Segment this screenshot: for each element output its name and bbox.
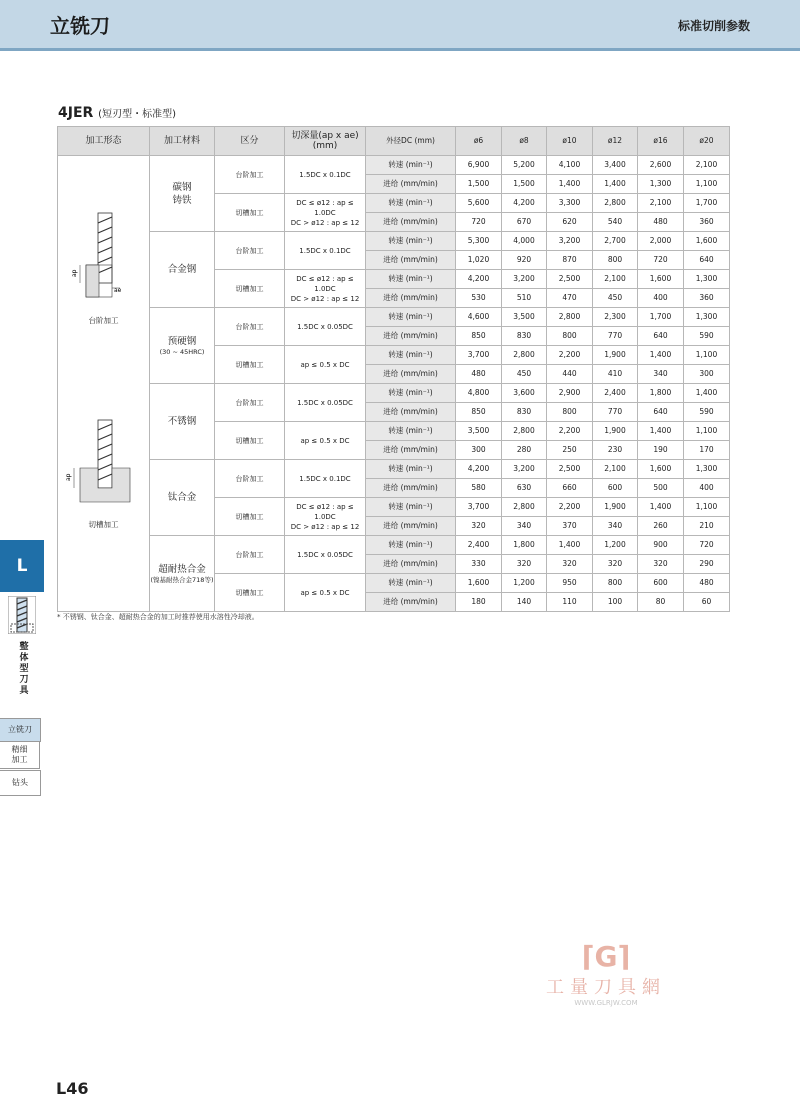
speed-value-cell: 720 [684,536,730,555]
section-cell: 台阶加工 [215,232,285,270]
speed-value-cell: 1,600 [638,270,684,289]
speed-value-cell: 1,200 [593,536,638,555]
feed-value-cell: 340 [593,517,638,536]
speed-value-cell: 1,400 [638,346,684,365]
material-name: 钛合金 [167,492,197,503]
speed-value-cell: 1,300 [684,270,730,289]
slot-caption: 切槽加工 [88,520,119,529]
section-cell: 切槽加工 [215,194,285,232]
feed-value-cell: 660 [547,479,593,498]
material-note: (30 ~ 45HRC) [159,348,205,356]
feed-value-cell: 170 [684,441,730,460]
speed-value-cell: 3,300 [547,194,593,213]
speed-value-cell: 1,600 [638,460,684,479]
section-cell: 切槽加工 [215,574,285,612]
param-speed-label: 转速 (min⁻¹) [366,422,456,441]
slot-milling-icon [58,418,150,518]
speed-value-cell: 6,900 [456,156,502,175]
nav-fine-machining[interactable]: 精细 加工 [0,741,40,769]
feed-value-cell: 870 [547,251,593,270]
speed-value-cell: 950 [547,574,593,593]
feed-value-cell: 450 [502,365,547,384]
speed-value-cell: 2,100 [684,156,730,175]
speed-value-cell: 1,100 [684,422,730,441]
feed-value-cell: 620 [547,213,593,232]
speed-value-cell: 3,200 [502,270,547,289]
page-number: L46 [56,1079,89,1098]
speed-value-cell: 2,400 [593,384,638,403]
material-name: 预硬钢 [167,336,197,347]
depth-cell: 1.5DC x 0.1DC [285,156,366,194]
section-cell: 台阶加工 [215,460,285,498]
depth-cell: 1.5DC x 0.05DC [285,384,366,422]
material-cell [150,232,215,308]
speed-value-cell: 2,100 [593,460,638,479]
param-speed-label: 转速 (min⁻¹) [366,384,456,403]
speed-value-cell: 3,200 [547,232,593,251]
speed-value-cell: 2,200 [547,346,593,365]
feed-value-cell: 530 [456,289,502,308]
param-feed-label: 进给 (mm/min) [366,289,456,308]
model-name: 4JER [58,105,94,121]
material-cell [150,308,215,384]
section-cell: 切槽加工 [215,346,285,384]
speed-value-cell: 2,800 [593,194,638,213]
feed-value-cell: 440 [547,365,593,384]
svg-text:ae: ae [114,287,122,294]
speed-value-cell: 1,700 [684,194,730,213]
param-speed-label: 转速 (min⁻¹) [366,270,456,289]
speed-value-cell: 1,100 [684,498,730,517]
watermark-logo-icon: ⌈G⌉ [581,940,631,973]
svg-text:ap: ap [65,473,72,481]
feed-value-cell: 1,400 [593,175,638,194]
feed-value-cell: 800 [547,403,593,422]
speed-value-cell: 1,400 [547,536,593,555]
speed-value-cell: 2,400 [456,536,502,555]
section-cell: 台阶加工 [215,536,285,574]
feed-value-cell: 510 [502,289,547,308]
feed-value-cell: 290 [684,555,730,574]
feed-value-cell: 540 [593,213,638,232]
speed-value-cell: 4,000 [502,232,547,251]
speed-value-cell: 3,600 [502,384,547,403]
feed-value-cell: 300 [456,441,502,460]
feed-value-cell: 480 [638,213,684,232]
depth-cell: DC ≤ ø12 : ap ≤ 1.0DC DC > ø12 : ap ≤ 12 [285,270,366,308]
feed-value-cell: 280 [502,441,547,460]
feed-value-cell: 210 [684,517,730,536]
cutting-parameter-table [57,126,730,612]
speed-value-cell: 1,600 [456,574,502,593]
param-feed-label: 进给 (mm/min) [366,213,456,232]
feed-value-cell: 450 [593,289,638,308]
speed-value-cell: 600 [638,574,684,593]
table-row [58,460,730,479]
param-speed-label: 转速 (min⁻¹) [366,232,456,251]
feed-value-cell: 340 [502,517,547,536]
material-cell [150,384,215,460]
header-material: 加工材料 [150,127,215,156]
speed-value-cell: 1,800 [502,536,547,555]
table-row [58,232,730,251]
watermark [536,940,676,1007]
feed-value-cell: 190 [638,441,684,460]
feed-value-cell: 590 [684,403,730,422]
speed-value-cell: 2,100 [638,194,684,213]
speed-value-cell: 4,200 [456,270,502,289]
feed-value-cell: 800 [547,327,593,346]
depth-cell: ap ≤ 0.5 x DC [285,574,366,612]
feed-value-cell: 60 [684,593,730,612]
speed-value-cell: 1,100 [684,346,730,365]
shoulder-caption: 台阶加工 [88,316,119,325]
depth-cell: ap ≤ 0.5 x DC [285,422,366,460]
feed-value-cell: 830 [502,403,547,422]
speed-value-cell: 4,600 [456,308,502,327]
param-feed-label: 进给 (mm/min) [366,479,456,498]
speed-value-cell: 1,300 [684,308,730,327]
speed-value-cell: 2,500 [547,270,593,289]
speed-value-cell: 4,200 [456,460,502,479]
speed-value-cell: 2,900 [547,384,593,403]
depth-cell: 1.5DC x 0.1DC [285,232,366,270]
material-name: 超耐热合金 [158,564,206,575]
speed-value-cell: 1,200 [502,574,547,593]
feed-value-cell: 1,020 [456,251,502,270]
table-header-row [58,127,730,156]
feed-value-cell: 600 [593,479,638,498]
header-diameter: ø20 [684,127,730,156]
table-row [58,308,730,327]
speed-value-cell: 5,600 [456,194,502,213]
footnote: * 不锈钢、钛合金、超耐热合金的加工时推荐使用水溶性冷却液。 [57,613,259,621]
speed-value-cell: 900 [638,536,684,555]
feed-value-cell: 370 [547,517,593,536]
feed-value-cell: 1,500 [456,175,502,194]
feed-value-cell: 400 [684,479,730,498]
material-name: 合金钢 [167,264,197,275]
depth-cell: 1.5DC x 0.05DC [285,536,366,574]
section-cell: 台阶加工 [215,156,285,194]
feed-value-cell: 1,500 [502,175,547,194]
speed-value-cell: 2,800 [502,422,547,441]
header-diameter: ø10 [547,127,593,156]
machining-shape-illustrations [58,156,150,612]
section-tab-l[interactable]: L [0,540,44,592]
header-dc: 外径DC (mm) [366,127,456,156]
param-feed-label: 进给 (mm/min) [366,365,456,384]
feed-value-cell: 580 [456,479,502,498]
feed-value-cell: 180 [456,593,502,612]
speed-value-cell: 1,700 [638,308,684,327]
feed-value-cell: 500 [638,479,684,498]
feed-value-cell: 300 [684,365,730,384]
model-title [58,105,176,121]
feed-value-cell: 640 [638,403,684,422]
feed-value-cell: 630 [502,479,547,498]
speed-value-cell: 1,400 [638,498,684,517]
param-speed-label: 转速 (min⁻¹) [366,536,456,555]
material-name: 碳钢 铸铁 [172,181,192,206]
speed-value-cell: 2,000 [638,232,684,251]
feed-value-cell: 770 [593,327,638,346]
model-type: (短刃型・标准型) [98,109,176,120]
feed-value-cell: 1,100 [684,175,730,194]
feed-value-cell: 140 [502,593,547,612]
param-feed-label: 进给 (mm/min) [366,327,456,346]
speed-value-cell: 1,400 [684,384,730,403]
feed-value-cell: 110 [547,593,593,612]
feed-value-cell: 360 [684,289,730,308]
speed-value-cell: 2,200 [547,498,593,517]
param-speed-label: 转速 (min⁻¹) [366,498,456,517]
feed-value-cell: 720 [456,213,502,232]
speed-value-cell: 5,200 [502,156,547,175]
speed-value-cell: 3,500 [456,422,502,441]
feed-value-cell: 720 [638,251,684,270]
speed-value-cell: 1,400 [638,422,684,441]
speed-value-cell: 2,100 [593,270,638,289]
header-diameter: ø8 [502,127,547,156]
watermark-name: 工量刀具網 [546,977,666,998]
feed-value-cell: 1,400 [547,175,593,194]
feed-value-cell: 830 [502,327,547,346]
param-speed-label: 转速 (min⁻¹) [366,460,456,479]
speed-value-cell: 2,800 [502,498,547,517]
param-speed-label: 转速 (min⁻¹) [366,308,456,327]
material-cell [150,460,215,536]
feed-value-cell: 480 [456,365,502,384]
feed-value-cell: 250 [547,441,593,460]
material-cell [150,536,215,612]
header-diameter: ø6 [456,127,502,156]
speed-value-cell: 3,700 [456,498,502,517]
speed-value-cell: 4,200 [502,194,547,213]
feed-value-cell: 850 [456,403,502,422]
header-diameter: ø16 [638,127,684,156]
material-note: (镍基耐热合金718等) [150,576,214,584]
svg-text:ap: ap [71,269,78,277]
header-depth: 切深量(ap x ae) (mm) [285,127,366,156]
speed-value-cell: 1,900 [593,346,638,365]
end-mill-icon [8,596,36,634]
header-shape: 加工形态 [58,127,150,156]
watermark-url: WWW.GLRJW.COM [574,999,638,1007]
page-title: 立铣刀 [50,14,110,38]
speed-value-cell: 4,800 [456,384,502,403]
section-cell: 切槽加工 [215,422,285,460]
speed-value-cell: 1,900 [593,422,638,441]
section-cell: 切槽加工 [215,270,285,308]
feed-value-cell: 340 [638,365,684,384]
speed-value-cell: 1,900 [593,498,638,517]
feed-value-cell: 260 [638,517,684,536]
feed-value-cell: 640 [638,327,684,346]
speed-value-cell: 480 [684,574,730,593]
feed-value-cell: 80 [638,593,684,612]
feed-value-cell: 470 [547,289,593,308]
depth-cell: 1.5DC x 0.1DC [285,460,366,498]
page-subtitle: 标准切削参数 [677,19,750,33]
param-speed-label: 转速 (min⁻¹) [366,346,456,365]
section-cell: 台阶加工 [215,384,285,422]
speed-value-cell: 1,800 [638,384,684,403]
speed-value-cell: 3,200 [502,460,547,479]
material-name: 不锈钢 [167,416,197,427]
feed-value-cell: 850 [456,327,502,346]
speed-value-cell: 1,300 [684,460,730,479]
shoulder-illustration [58,208,149,328]
feed-value-cell: 320 [456,517,502,536]
slot-illustration [58,418,149,538]
feed-value-cell: 320 [502,555,547,574]
depth-cell: 1.5DC x 0.05DC [285,308,366,346]
param-speed-label: 转速 (min⁻¹) [366,156,456,175]
feed-value-cell: 320 [547,555,593,574]
param-feed-label: 进给 (mm/min) [366,517,456,536]
feed-value-cell: 330 [456,555,502,574]
depth-cell: ap ≤ 0.5 x DC [285,346,366,384]
section-cell: 切槽加工 [215,498,285,536]
speed-value-cell: 3,500 [502,308,547,327]
param-feed-label: 进给 (mm/min) [366,403,456,422]
feed-value-cell: 590 [684,327,730,346]
feed-value-cell: 920 [502,251,547,270]
table-row [58,156,730,175]
param-feed-label: 进给 (mm/min) [366,175,456,194]
speed-value-cell: 2,800 [547,308,593,327]
speed-value-cell: 800 [593,574,638,593]
depth-cell: DC ≤ ø12 : ap ≤ 1.0DC DC > ø12 : ap ≤ 12 [285,498,366,536]
speed-value-cell: 2,300 [593,308,638,327]
speed-value-cell: 5,300 [456,232,502,251]
depth-cell: DC ≤ ø12 : ap ≤ 1.0DC DC > ø12 : ap ≤ 12 [285,194,366,232]
speed-value-cell: 2,700 [593,232,638,251]
speed-value-cell: 3,400 [593,156,638,175]
speed-value-cell: 2,600 [638,156,684,175]
speed-value-cell: 4,100 [547,156,593,175]
param-speed-label: 转速 (min⁻¹) [366,194,456,213]
table-row [58,384,730,403]
param-speed-label: 转速 (min⁻¹) [366,574,456,593]
category-label: 整体型刀具 [19,642,29,696]
section-cell: 台阶加工 [215,308,285,346]
feed-value-cell: 400 [638,289,684,308]
table-row [58,536,730,555]
feed-value-cell: 320 [638,555,684,574]
param-feed-label: 进给 (mm/min) [366,441,456,460]
param-feed-label: 进给 (mm/min) [366,555,456,574]
speed-value-cell: 2,500 [547,460,593,479]
param-feed-label: 进给 (mm/min) [366,593,456,612]
feed-value-cell: 640 [684,251,730,270]
feed-value-cell: 230 [593,441,638,460]
nav-drill[interactable]: 钻头 [0,770,41,796]
feed-value-cell: 410 [593,365,638,384]
feed-value-cell: 770 [593,403,638,422]
param-feed-label: 进给 (mm/min) [366,251,456,270]
nav-end-mill[interactable]: 立铣刀 [0,718,41,742]
feed-value-cell: 1,300 [638,175,684,194]
feed-value-cell: 360 [684,213,730,232]
speed-value-cell: 2,800 [502,346,547,365]
header-diameter: ø12 [593,127,638,156]
header-section: 区分 [215,127,285,156]
page-header [0,0,800,51]
speed-value-cell: 1,600 [684,232,730,251]
feed-value-cell: 670 [502,213,547,232]
speed-value-cell: 2,200 [547,422,593,441]
feed-value-cell: 100 [593,593,638,612]
feed-value-cell: 320 [593,555,638,574]
shoulder-milling-icon [58,208,150,318]
speed-value-cell: 3,700 [456,346,502,365]
feed-value-cell: 800 [593,251,638,270]
material-cell [150,156,215,232]
